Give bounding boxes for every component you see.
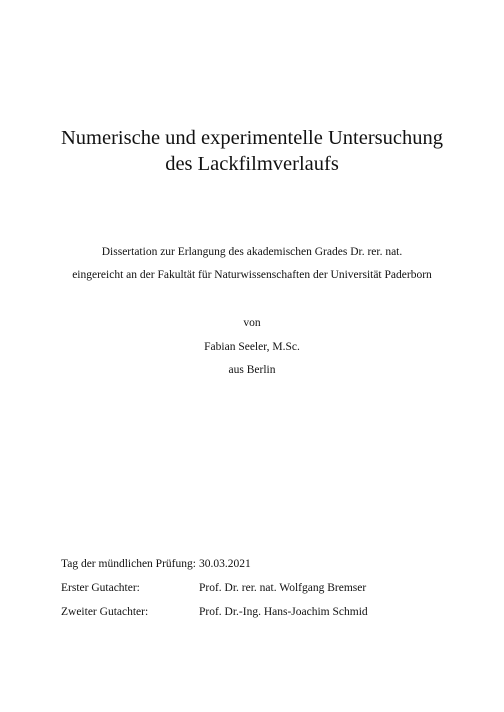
first-reviewer-label: Erster Gutachter: [61,582,140,594]
author-origin: aus Berlin [228,364,276,376]
thesis-title-line-2: des Lackfilmverlaufs [165,153,339,175]
author-name: Fabian Seeler, M.Sc. [204,341,300,353]
by-word: von [243,317,261,329]
second-reviewer-label: Zweiter Gutachter: [61,606,149,618]
dissertation-statement: Dissertation zur Erlangung des akademischen Grades Dr. rer. nat. [101,246,403,258]
second-reviewer-value: Prof. Dr.-Ing. Hans-Joachim Schmid [199,606,368,618]
exam-date-label: Tag der mündlichen Prüfung: [61,558,196,570]
thesis-title-line-1: Numerische und experimentelle Untersuchung [61,127,443,149]
first-reviewer-value: Prof. Dr. rer. nat. Wolfgang Bremser [199,582,367,594]
submission-statement: eingereicht an der Fakultät für Naturwissenschaften der Universität Paderborn [72,269,432,281]
exam-date-value: 30.03.2021 [199,558,251,570]
